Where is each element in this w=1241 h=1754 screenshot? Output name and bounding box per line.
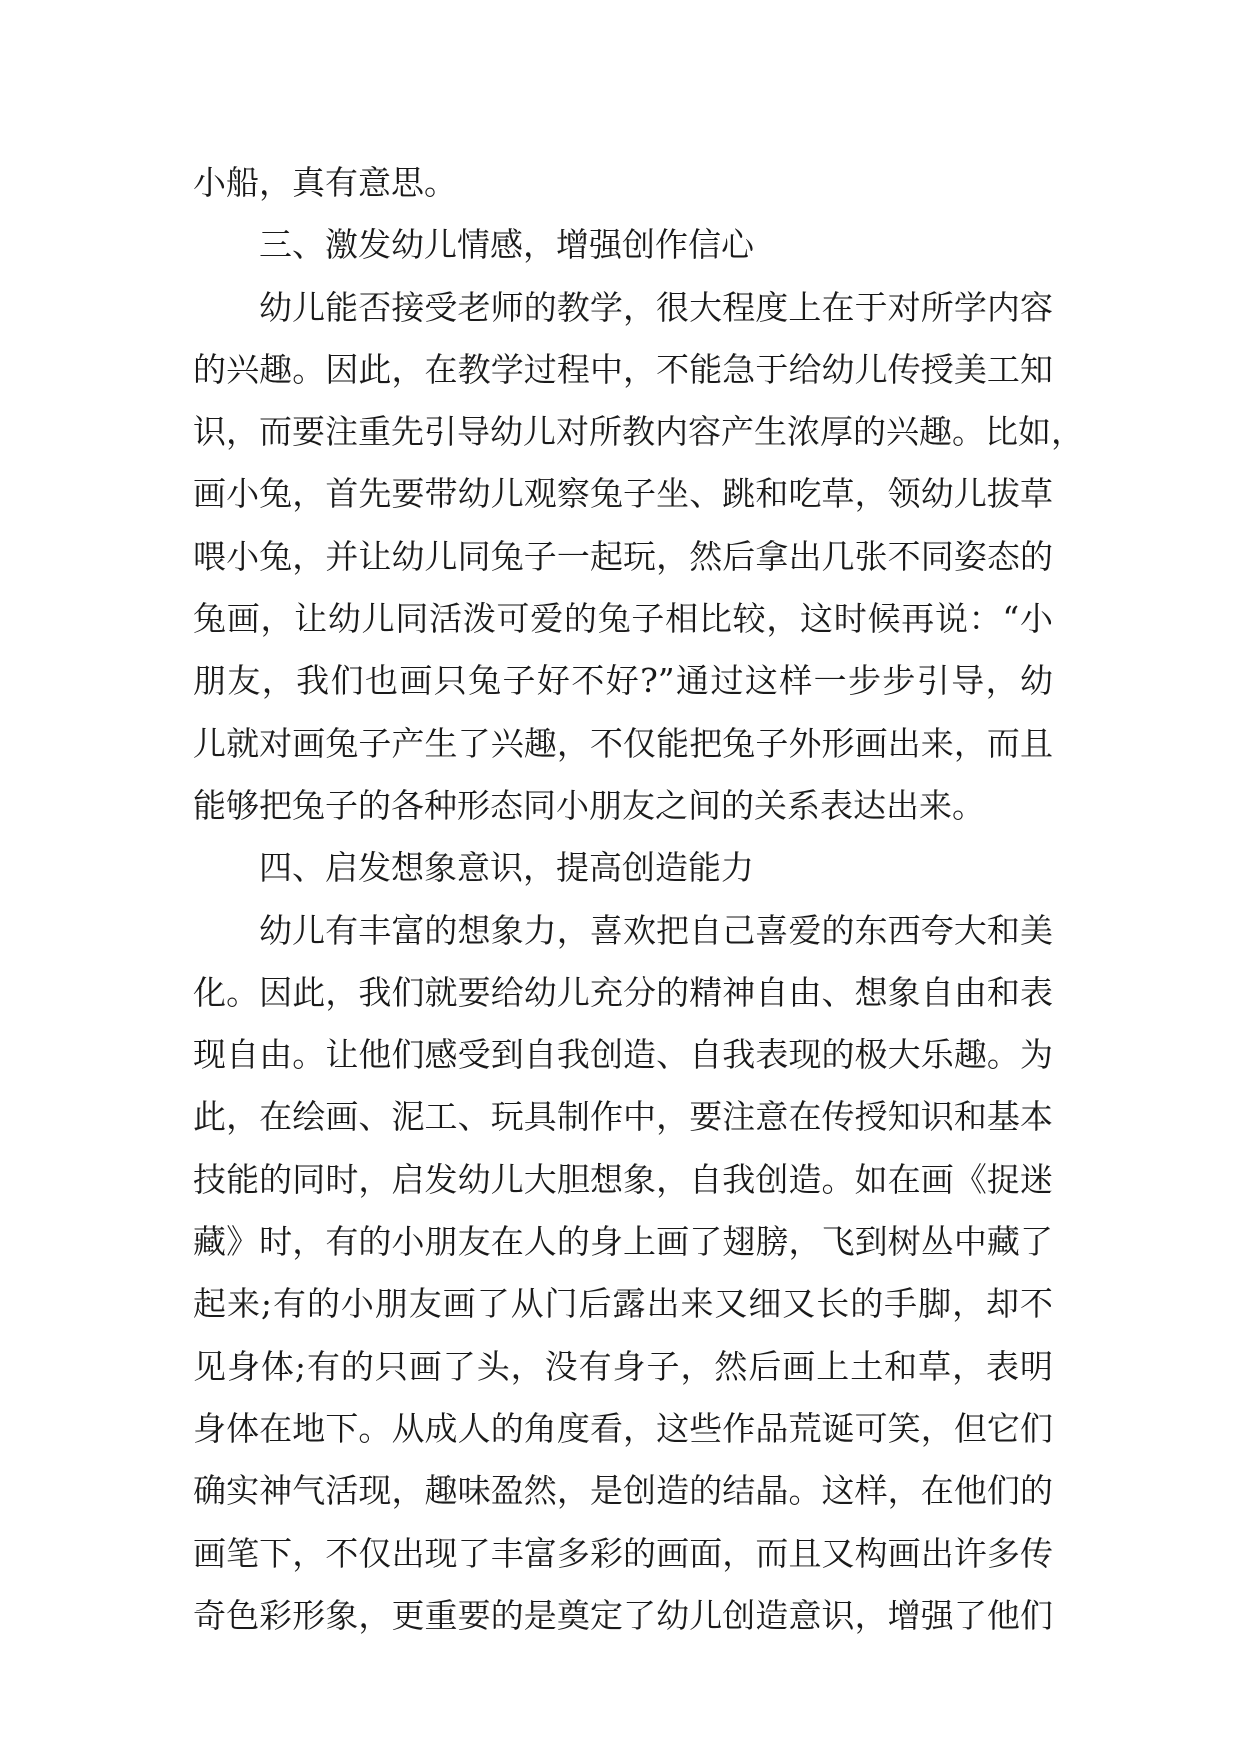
text-line: 朋友，我们也画只兔子好不好?”通过这样一步步引导，幼 [193,661,1053,701]
text-line: 现自由。让他们感受到自我创造、自我表现的极大乐趣。为 [193,1035,1053,1075]
text-line: 画笔下，不仅出现了丰富多彩的画面，而且又构画出许多传 [193,1533,1053,1573]
text-line: 见身体;有的只画了头，没有身子，然后画上土和草，表明 [193,1346,1053,1386]
text-line: 四、启发想象意识，提高创造能力 [259,848,754,888]
text-line: 此，在绘画、泥工、玩具制作中，要注意在传授知识和基本 [193,1097,1053,1137]
text-line: 身体在地下。从成人的角度看，这些作品荒诞可笑，但它们 [193,1408,1053,1448]
text-line: 能够把兔子的各种形态同小朋友之间的关系表达出来。 [193,785,985,825]
text-line: 三、激发幼儿情感，增强创作信心 [259,225,754,265]
text-line: 化。因此，我们就要给幼儿充分的精神自由、想象自由和表 [193,972,1053,1012]
text-line: 确实神气活现，趣味盈然，是创造的结晶。这样，在他们的 [193,1471,1053,1511]
text-line: 幼儿能否接受老师的教学，很大程度上在于对所学内容 [259,287,1053,327]
text-line: 识，而要注重先引导幼儿对所教内容产生浓厚的兴趣。比如， [193,412,1084,452]
text-line: 儿就对画兔子产生了兴趣，不仅能把兔子外形画出来，而且 [193,723,1053,763]
text-line: 起来;有的小朋友画了从门后露出来又细又长的手脚，却不 [193,1284,1053,1324]
text-line: 技能的同时，启发幼儿大胆想象，自我创造。如在画《捉迷 [193,1159,1053,1199]
text-line: 奇色彩形象，更重要的是奠定了幼儿创造意识，增强了他们 [193,1595,1053,1635]
document-page [193,152,1084,1712]
text-line: 喂小兔，并让幼儿同兔子一起玩，然后拿出几张不同姿态的 [193,536,1053,576]
text-line: 小船，真有意思。 [193,163,457,202]
text-line: 兔画，让幼儿同活泼可爱的兔子相比较，这时候再说：“小 [193,599,1053,639]
text-line: 藏》时，有的小朋友在人的身上画了翅膀，飞到树丛中藏了 [193,1222,1053,1262]
text-line: 画小兔，首先要带幼儿观察兔子坐、跳和吃草，领幼儿拔草 [193,474,1053,514]
text-line: 的兴趣。因此，在教学过程中，不能急于给幼儿传授美工知 [193,349,1053,389]
text-line: 幼儿有丰富的想象力，喜欢把自己喜爱的东西夸大和美 [259,910,1053,950]
